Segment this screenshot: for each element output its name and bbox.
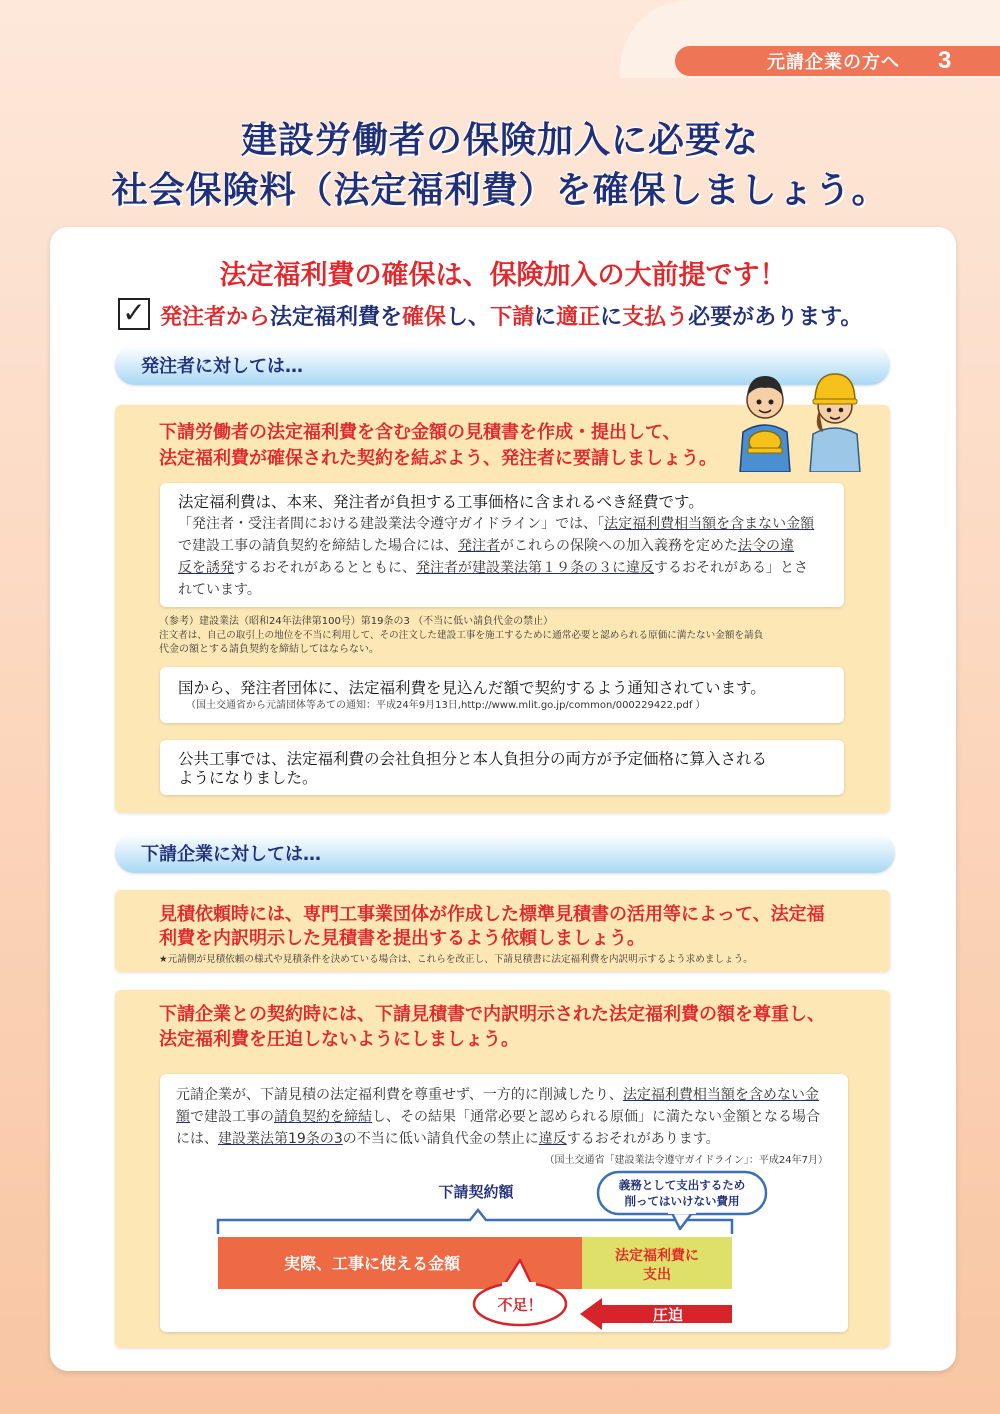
guideline-text-line — [178, 535, 844, 557]
page-number: 3 — [938, 47, 952, 74]
text-part: 法定福利費相当額を含めない金 — [622, 1087, 819, 1103]
reference-line: （参考）建設業法（昭和24年法律第100号）第19条の3 （不当に低い請負代金の禁止） — [159, 616, 554, 627]
public-works-text: ようになりました。 — [178, 769, 318, 787]
usable-amount-label: 実際、工事に使える金額 — [283, 1254, 461, 1273]
estimate-request-box — [115, 890, 890, 972]
text-part: 違反 — [538, 1131, 567, 1147]
contract-amount-label: 下請契約額 — [438, 1183, 514, 1201]
req-part: 適正 — [556, 305, 601, 330]
text-part: で建設工事の — [190, 1109, 274, 1125]
orderer-heading-line1: 下請労働者の法定福利費を含む金額の見積書を作成・提出して、 — [159, 422, 681, 443]
req-part: 下請 — [490, 305, 535, 330]
guideline-text-line — [178, 557, 844, 579]
req-part: 必要があります。 — [688, 305, 863, 330]
public-works-text: 公共工事では、法定福利費の会社負担分と本人負担分の両方が予定価格に算入される — [178, 750, 768, 768]
text-part: し、その結果「通常必要と認められる原価」に満たない金額となる場合 — [372, 1109, 820, 1125]
lead-statement: 法定福利費の確保は、保険加入の大前提です！ — [219, 260, 787, 291]
text-part: には、 — [176, 1131, 218, 1147]
text-part: 請負契約を締結 — [274, 1109, 372, 1125]
shortage-label: 不足！ — [497, 1296, 543, 1314]
guideline-text-line: れています。 — [178, 582, 261, 598]
government-notice-box — [160, 667, 844, 723]
text-part: 建設業法第19条の3 — [218, 1131, 343, 1147]
welfare-cost-title: 法定福利費は、本来、発注者が負担する工事価格に含まれるべき経費です。 — [178, 493, 704, 511]
text-part: するおそれがあります。 — [566, 1131, 720, 1147]
text-part: がこれらの保険への加入義務を定めた — [500, 538, 738, 554]
req-part: に — [534, 305, 557, 330]
bubble-line2: 削ってはいけない費用 — [624, 1194, 740, 1208]
text-part: 発注者が建設業法第１９条の３に違反 — [416, 560, 654, 576]
subcontractor-section-pill — [115, 833, 895, 873]
welfare-cost-line2: 支出 — [643, 1267, 671, 1283]
requirement-statement — [160, 300, 862, 331]
text-part: 法定福利費相当額を含まない金額 — [604, 516, 815, 532]
req-part: し、 — [446, 305, 491, 330]
page-title-line1: 建設労働者の保険加入に必要な — [240, 120, 759, 161]
page-title-line2: 社会保険料（法定福利費）を確保しましょう。 — [111, 170, 889, 211]
pressure-arrow — [580, 1298, 732, 1330]
text-part: 「発注者・受注者間における建設業法令遵守ガイドライン」では、「 — [178, 516, 605, 532]
guideline-text-line — [178, 513, 844, 535]
pressure-label: 圧迫 — [652, 1306, 684, 1324]
government-notice-source: （国土交通省から元請団体等あての通知：平成24年9月13日,http://www.mlit.go.jp/common/000229422.pdf ） — [186, 700, 706, 711]
contract-amount-diagram — [160, 1074, 848, 1332]
contract-heading-line2: 法定福利費を圧迫しないようにしましょう。 — [159, 1029, 519, 1050]
section-label: 元請企業の方へ — [767, 52, 900, 73]
government-notice-text: 国から、発注者団体に、法定福利費を見込んだ額で契約するよう通知されています。 — [178, 679, 766, 697]
reference-line: 注文者は、自己の取引上の地位を不当に利用して、その注文した建設工事を施工するために通常必要と認められる原価に満たない金額を請負 — [159, 630, 764, 641]
guideline-source: （国土交通省「建設業法令遵守ガイドライン」：平成24年7月） — [544, 1155, 828, 1166]
estimate-note: ★元請側が見積依頼の様式や見積条件を決めている場合は、これらを改正し、下請見積書に法定福利費を内訳明示するよう求めましょう。 — [159, 954, 753, 965]
orderer-section-label: 発注者に対しては… — [141, 356, 303, 377]
text-part: で建設工事の請負契約を締結した場合には、 — [178, 538, 458, 554]
reference-note — [159, 615, 859, 657]
text-part: 額 — [176, 1109, 190, 1125]
text-part: 反を誘発 — [178, 560, 234, 576]
contract-box — [115, 990, 890, 1348]
reference-line: 代金の額とする請負契約を締結してはならない。 — [159, 644, 379, 655]
text-part: するおそれがある」とさ — [654, 560, 808, 576]
text-part: 発注者 — [458, 538, 500, 554]
req-part: 法定福利費を — [270, 305, 403, 330]
orderer-heading-line2: 法定福利費が確保された契約を結ぶよう、発注者に要請しましょう。 — [159, 448, 717, 469]
contract-heading-line1: 下請企業との契約時には、下請見積書で内訳明示された法定福利費の額を尊重し、 — [159, 1004, 825, 1025]
check-icon: ✓ — [118, 298, 150, 330]
worker-female-icon — [810, 374, 860, 472]
contract-detail-box — [160, 1074, 848, 1332]
text-part: するおそれがあるとともに、 — [234, 560, 416, 576]
req-part: 支払う — [622, 305, 689, 330]
text-part: 法令の違 — [738, 538, 794, 554]
text-part: 元請企業が、下請見積の法定福利費を尊重せず、一方的に削減したり、 — [176, 1087, 623, 1103]
welfare-cost-line1: 法定福利費に — [615, 1248, 699, 1264]
welfare-cost-box — [160, 483, 844, 607]
subcontractor-section-label: 下請企業に対しては… — [141, 844, 321, 865]
estimate-heading-line2: 利費を内訳明示した見積書を提出するよう依頼しましょう。 — [159, 928, 645, 949]
public-works-box — [160, 740, 844, 795]
estimate-heading-line1: 見積依頼時には、専門工事業団体が作成した標準見積書の活用等によって、法定福 — [159, 904, 825, 925]
workers-illustration — [735, 362, 865, 472]
text-part: の不当に低い請負代金の禁止に — [342, 1131, 539, 1147]
req-part: 確保 — [402, 305, 447, 330]
worker-male-icon — [740, 376, 790, 472]
req-part: 発注者から — [160, 305, 271, 330]
section-header-bar — [675, 46, 1000, 76]
req-part: に — [600, 305, 623, 330]
bubble-line1: 義務として支出するため — [618, 1178, 746, 1192]
